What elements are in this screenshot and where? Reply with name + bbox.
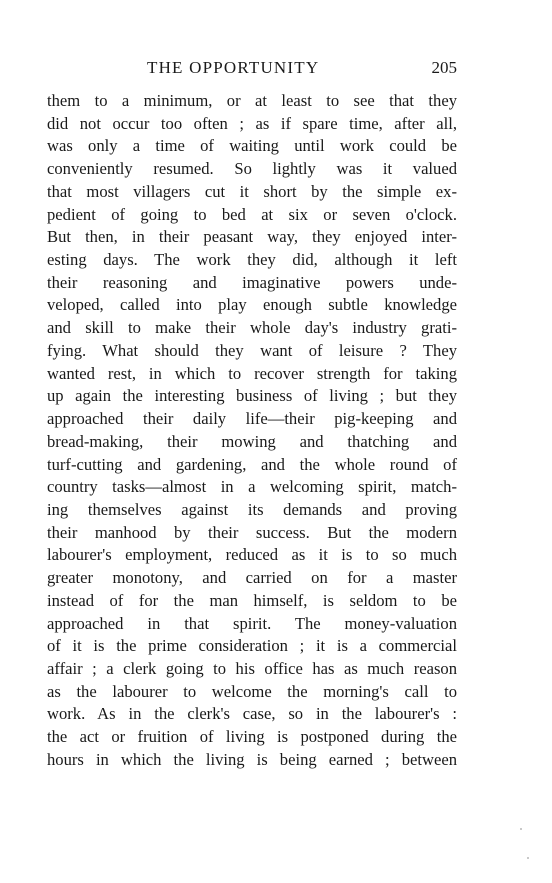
text-line: conveniently resumed. So lightly was it valued	[47, 159, 457, 179]
text-line: their manhood by their success. But the modern	[47, 522, 457, 542]
running-head	[42, 56, 462, 80]
text-line: wanted rest, in which to recover strength for taking	[47, 363, 457, 383]
text-line: up again the interesting business of living ; but they	[47, 386, 457, 406]
text-line: bread-making, their mowing and thatching and	[47, 431, 457, 451]
running-title: THE OPPORTUNITY	[147, 58, 320, 77]
text-line: But then, in their peasant way, they enjoyed inter-	[47, 227, 457, 247]
text-line: ing themselves against its demands and proving	[47, 499, 457, 519]
text-line: them to a minimum, or at least to see that they	[47, 91, 457, 110]
text-line: greater monotony, and carried on for a master	[47, 568, 457, 588]
text-line: pedient of going to bed at six or seven o'clock.	[47, 204, 457, 224]
text-line: turf-cutting and gardening, and the whole round of	[47, 454, 457, 474]
text-line: as the labourer to welcome the morning's call to	[47, 681, 457, 701]
text-line: approached their daily life—their pig-keeping and	[47, 409, 457, 429]
text-line: hours in which the living is being earned ; between	[47, 749, 457, 769]
text-line: esting days. The work they did, although it left	[47, 250, 457, 270]
text-line: affair ; a clerk going to his office has as much reason	[47, 658, 457, 678]
text-line: approached in that spirit. The money-valuation	[47, 613, 457, 633]
text-line: veloped, called into play enough subtle knowledge	[47, 295, 457, 315]
text-line: instead of for the man himself, is seldom to be	[47, 590, 457, 610]
text-line: fying. What should they want of leisure ? They	[47, 340, 457, 360]
page-number: 205	[431, 58, 457, 77]
text-line: work. As in the clerk's case, so in the labourer's :	[47, 704, 457, 724]
text-line: did not occur too often ; as if spare time, after all,	[47, 113, 457, 133]
text-line: country tasks—almost in a welcoming spirit, match-	[47, 477, 457, 497]
text-line: and skill to make their whole day's industry grati-	[47, 318, 457, 338]
text-line: their reasoning and imaginative powers unde-	[47, 272, 457, 292]
paper-speck	[527, 857, 529, 859]
text-line: the act or fruition of living is postponed during the	[47, 727, 457, 747]
text-line: labourer's employment, reduced as it is to so much	[47, 545, 457, 565]
text-line: of it is the prime consideration ; it is a commercial	[47, 636, 457, 656]
text-line: was only a time of waiting until work could be	[47, 136, 457, 156]
text-line: that most villagers cut it short by the simple ex-	[47, 181, 457, 201]
paper-speck	[520, 828, 522, 830]
body-text	[47, 90, 457, 772]
